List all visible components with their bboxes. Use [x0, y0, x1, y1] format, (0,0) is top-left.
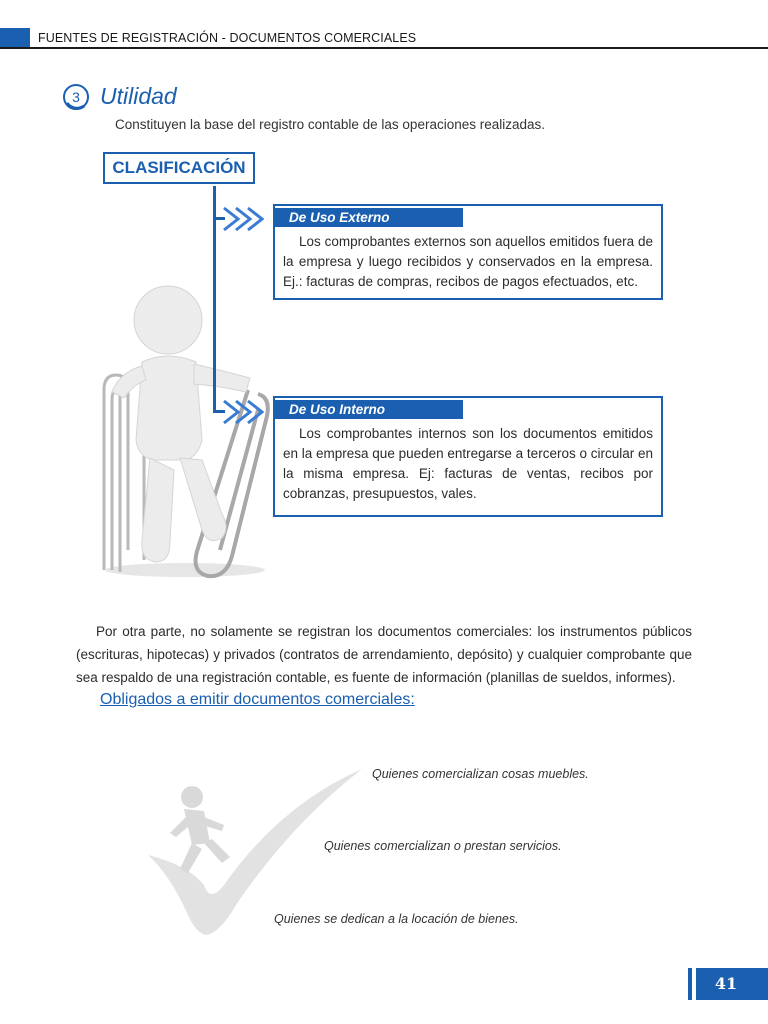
internal-use-title: De Uso Interno: [273, 400, 463, 419]
internal-use-box: [273, 396, 663, 517]
external-use-box: [273, 204, 663, 300]
section-intro: Constituyen la base del registro contable de las operaciones realizadas.: [115, 117, 546, 132]
header-rule: [0, 47, 768, 49]
double-chevron-right-icon: [222, 206, 272, 232]
page-number-divider: [692, 968, 696, 1000]
obligados-item: Quienes se dedican a la locación de bienes.: [274, 912, 519, 926]
body-paragraph: Por otra parte, no solamente se registran los documentos comerciales: los instrumentos públicos (escrituras, hipotecas) y privados (contratos de arrendamiento, depósito) y cualquier comprobante que sea respaldo de una registración contable, es fuente de información (planillas de sueldos, informes).: [76, 624, 692, 685]
classification-title: CLASIFICACIÓN: [103, 152, 255, 184]
tree-connector-vertical: [213, 186, 216, 413]
external-use-text: Los comprobantes externos son aquellos emitidos fuera de la empresa y luego recibidos y conservados en la empresa. Ej.: facturas de compras, recibos de pagos efectuados, etc.: [283, 234, 653, 289]
external-use-title: De Uso Externo: [273, 208, 463, 227]
page-number: 41: [714, 974, 738, 993]
section-title: Utilidad: [100, 83, 177, 109]
obligados-item: Quienes comercializan o prestan servicios.: [324, 839, 562, 853]
obligados-item: Quienes comercializan cosas muebles.: [372, 767, 589, 781]
figure-with-clips-illustration: [90, 280, 280, 580]
header-accent-bar: [0, 28, 30, 48]
section-number: 3: [72, 89, 80, 105]
obligados-heading: Obligados a emitir documentos comerciales:: [100, 691, 415, 708]
header-title: FUENTES DE REGISTRACIÓN - DOCUMENTOS COMERCIALES: [38, 31, 417, 45]
section-number-badge: [62, 83, 90, 111]
internal-use-text: Los comprobantes internos son los documentos emitidos en la empresa que pueden entregarse a terceros o circular en la misma empresa. Ej: facturas de ventas, recibos por cobranzas, presupuestos, vales.: [283, 426, 653, 501]
double-chevron-right-icon: [222, 399, 272, 425]
